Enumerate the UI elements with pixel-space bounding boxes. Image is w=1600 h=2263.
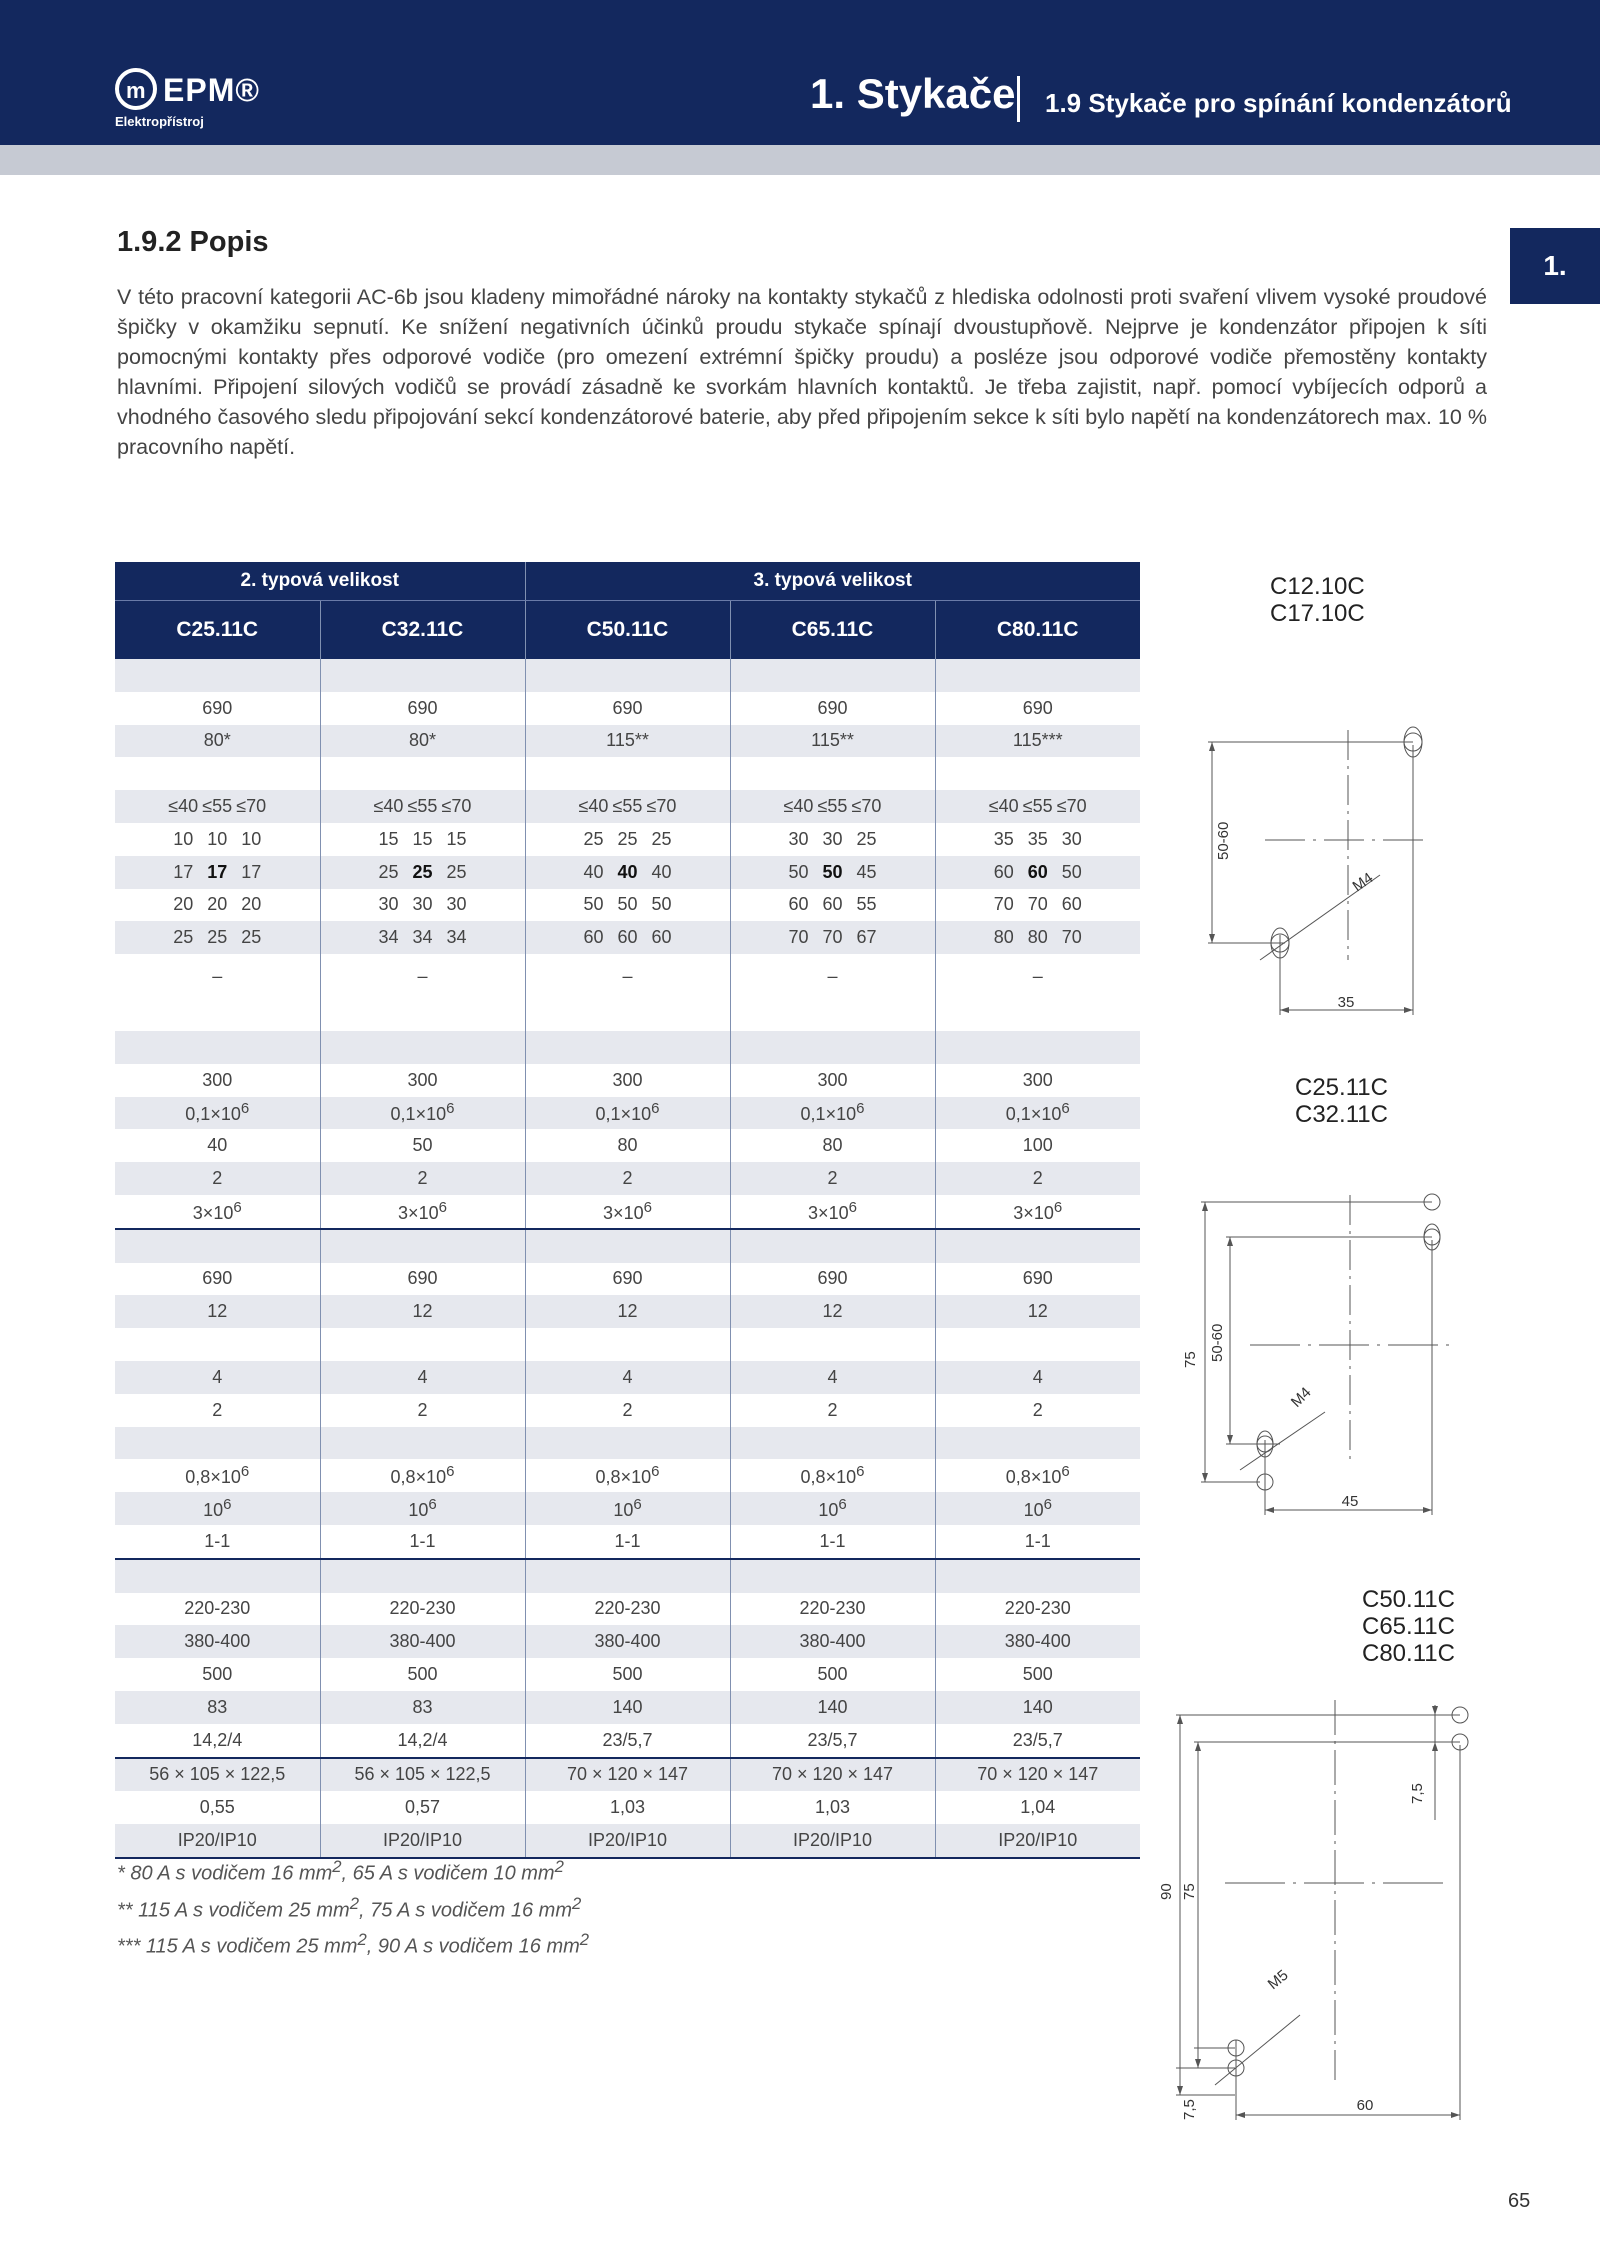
- table-cell: 2: [935, 1162, 1140, 1195]
- table-cell: 300: [320, 1064, 525, 1097]
- table-cell: 12: [935, 1295, 1140, 1328]
- table-cell: 2: [730, 1394, 935, 1427]
- table-cell: 20 20 20: [173, 894, 262, 915]
- table-cell: $0,8\times 10^6$: [525, 1459, 730, 1492]
- svg-text:75: 75: [1182, 1351, 1199, 1368]
- table-cell: 14,2/4: [192, 1729, 243, 1750]
- table-cell: 25 25 25: [320, 856, 525, 889]
- table-cell: 300: [525, 1064, 730, 1097]
- table-cell: 690: [935, 1263, 1140, 1296]
- table-cell: IP20/IP10: [320, 1824, 525, 1858]
- chapter-tab: 1.: [1510, 228, 1600, 304]
- svg-text:M4: M4: [1287, 1384, 1315, 1411]
- table-cell: 690: [320, 1263, 525, 1296]
- table-row: [115, 1097, 1140, 1130]
- table-cell: 14,2/4: [320, 1724, 525, 1758]
- table-cell: $0,8\times 10^6$: [185, 1463, 250, 1488]
- table-cell: –: [320, 954, 525, 998]
- footnote: ** 115 A s vodičem 25 $mm^2$, 75 A s vodičem 16 $mm^2$: [117, 1893, 582, 1922]
- table-cell: 0,57: [320, 1791, 525, 1824]
- table-cell: 23/5,7: [525, 1724, 730, 1758]
- table-cell: 380-400: [525, 1625, 730, 1658]
- table-cell: 25 25 25: [525, 823, 730, 856]
- table-cell: 0,55: [199, 1797, 235, 1818]
- table-cell: 50 50 45: [730, 856, 935, 889]
- table-cell: $0,8\times 10^6$: [730, 1459, 935, 1492]
- table-cell: $0,8\times 10^6$: [935, 1459, 1140, 1492]
- table-cell: 4: [115, 1361, 320, 1394]
- table-cell: 70 × 120 × 147: [730, 1758, 935, 1792]
- logo-subtext: Elektropřístroj: [115, 114, 204, 129]
- table-row: [115, 1195, 1140, 1229]
- table-cell: 1-1: [935, 1525, 1140, 1559]
- table-row: [115, 1064, 1140, 1097]
- table-cell: ≤40 ≤55 ≤70: [730, 790, 935, 823]
- table-cell: 500: [935, 1658, 1140, 1691]
- table-cell: 40 40 40: [525, 856, 730, 889]
- table-cell: $3\times 10^6$: [525, 1195, 730, 1229]
- table-cell: 500: [730, 1658, 935, 1691]
- table-cell: $0,1\times 10^6$: [320, 1097, 525, 1130]
- table-cell: 70 70 67: [730, 921, 935, 954]
- svg-text:45: 45: [1341, 1493, 1359, 1510]
- table-cell: $10^6$: [935, 1492, 1140, 1525]
- table-cell: 80: [730, 1129, 935, 1162]
- table-cell: 690: [730, 1263, 935, 1296]
- table-cell: 690: [525, 1263, 730, 1296]
- spec-table: [115, 562, 1140, 1859]
- table-cell: 1,03: [525, 1791, 730, 1824]
- table-cell: 12: [320, 1295, 525, 1328]
- table-row-temp-header: [115, 790, 1140, 823]
- table-cell: 140: [730, 1691, 935, 1724]
- table-cell: $0,1\times 10^6$: [115, 1097, 320, 1130]
- logo-mark-icon: m: [115, 68, 157, 110]
- table-cell: 80*: [115, 725, 320, 758]
- table-cell: –: [525, 954, 730, 998]
- group-header: 2. typová velikost: [115, 562, 525, 601]
- table-cell: 80*: [320, 725, 525, 758]
- table-cell: 4: [935, 1361, 1140, 1394]
- table-row: [115, 1394, 1140, 1427]
- table-row: [115, 1492, 1140, 1525]
- table-cell: 380-400: [320, 1625, 525, 1658]
- table-cell: $10^6$: [320, 1492, 525, 1525]
- section-paragraph: V této pracovní kategorii AC-6b jsou kladeny mimořádné nároky na kontakty stykačů z hlediska odolnosti proti svaření vlivem vysoké proudové špičky v okamžiku sepnutí. Ke snížení negativních účinků proudu stykače spínají dvoustupňově. Nejprve je kondenzátor připojen k síti pomocnými kontakty přes odporové vodiče (pro omezení extrémní špičky proudu) a posléze jsou odporové vodiče přemostěny kontakty hlavními. Připojení silových vodičů se provádí zásadně ke svorkám hlavních kontaktů. Je třeba zajistit, např. pomocí vybíjecích odporů a vhodného časového sledu připojování sekcí kondenzátorové baterie, aby před připojením sekce k síti bylo napětí na kondenzátorech max. 10 % pracovního napětí.: [117, 285, 1487, 459]
- table-cell: 50 50 50: [525, 889, 730, 922]
- table-cell: 1-1: [204, 1530, 231, 1551]
- table-cell: $3\times 10^6$: [320, 1195, 525, 1229]
- table-row: [115, 1691, 1140, 1724]
- table-cell: ≤40 ≤55 ≤70: [320, 790, 525, 823]
- table-cell: 60 60 55: [730, 889, 935, 922]
- table-cell: $10^6$: [115, 1492, 320, 1525]
- table-cell: 1,03: [730, 1791, 935, 1824]
- table-cell: 70 × 120 × 147: [525, 1758, 730, 1792]
- table-row: [115, 757, 1140, 790]
- table-cell: 12: [730, 1295, 935, 1328]
- mounting-drawing-c50: [1150, 1700, 1490, 2130]
- table-row: [115, 692, 1140, 725]
- table-cell: 4: [525, 1361, 730, 1394]
- table-cell: 60 60 60: [525, 921, 730, 954]
- table-row: [115, 998, 1140, 1031]
- svg-text:M4: M4: [1349, 869, 1377, 896]
- table-cell: –: [935, 954, 1140, 998]
- table-row: [115, 1724, 1140, 1758]
- table-cell: 500: [525, 1658, 730, 1691]
- table-cell: 140: [935, 1691, 1140, 1724]
- table-row: [115, 1525, 1140, 1559]
- table-cell: IP20/IP10: [115, 1824, 320, 1858]
- table-cell: 690: [935, 692, 1140, 725]
- table-cell: 4: [320, 1361, 525, 1394]
- table-cell: 300: [935, 1064, 1140, 1097]
- table-row: [115, 1361, 1140, 1394]
- table-cell: 70 × 120 × 147: [935, 1758, 1140, 1792]
- table-cell: 2: [115, 1162, 320, 1195]
- table-cell: 500: [320, 1658, 525, 1691]
- page-header: [0, 0, 1600, 145]
- table-cell: $0,1\times 10^6$: [525, 1097, 730, 1130]
- table-row: [115, 1229, 1140, 1263]
- table-cell: 12: [115, 1295, 320, 1328]
- table-row: [115, 1263, 1140, 1296]
- table-cell: 23/5,7: [730, 1724, 935, 1758]
- table-group-header: [115, 562, 1140, 601]
- page-number: 65: [1508, 2190, 1531, 2212]
- table-cell: 115**: [525, 725, 730, 758]
- table-row: [115, 725, 1140, 758]
- table-cell: 380-400: [115, 1625, 320, 1658]
- table-cell: ≤40 ≤55 ≤70: [115, 790, 320, 823]
- header-divider: [1017, 76, 1020, 122]
- table-cell: IP20/IP10: [935, 1824, 1140, 1858]
- table-cell: 1,04: [935, 1791, 1140, 1824]
- table-cell: $0,1\times 10^6$: [935, 1097, 1140, 1130]
- table-cell: ≤40 ≤55 ≤70: [935, 790, 1140, 823]
- svg-text:75: 75: [1181, 1883, 1198, 1900]
- table-cell: 83: [320, 1691, 525, 1724]
- table-cell: –: [730, 954, 935, 998]
- table-cell: 80: [525, 1129, 730, 1162]
- table-row: [115, 954, 1140, 998]
- table-cell: $0,8\times 10^6$: [320, 1459, 525, 1492]
- table-cell: 140: [525, 1691, 730, 1724]
- table-cell: 115***: [935, 725, 1140, 758]
- table-cell: $3\times 10^6$: [192, 1198, 242, 1223]
- table-row: [115, 889, 1140, 922]
- chapter-title: 1. Stykače: [810, 70, 1016, 117]
- mounting-drawing-c25: [1180, 1190, 1460, 1520]
- footnotes: [117, 1852, 589, 1962]
- footnote: * 80 A s vodičem 16 $mm^2$, 65 A s vodičem 10 $mm^2$: [117, 1857, 564, 1885]
- chapter-subtitle: 1.9 Stykače pro spínání kondenzátorů: [1045, 88, 1512, 118]
- table-cell: 15 15 15: [320, 823, 525, 856]
- table-cell: 60 60 50: [935, 856, 1140, 889]
- header-strip: [0, 145, 1600, 175]
- table-cell: 220-230: [730, 1593, 935, 1626]
- table-row: [115, 1459, 1140, 1492]
- svg-text:50-60: 50-60: [1215, 821, 1232, 860]
- table-cell: 34 34 34: [320, 921, 525, 954]
- table-cell: 690: [320, 692, 525, 725]
- table-cell: 40: [207, 1135, 228, 1156]
- table-cell: 50: [320, 1129, 525, 1162]
- table-cell: 2: [320, 1162, 525, 1195]
- table-cell: 220-230: [935, 1593, 1140, 1626]
- table-row: [115, 1162, 1140, 1195]
- table-cell: 300: [730, 1064, 935, 1097]
- table-cell: ≤40 ≤55 ≤70: [525, 790, 730, 823]
- table-cell: 2: [525, 1162, 730, 1195]
- svg-text:M5: M5: [1264, 1966, 1292, 1994]
- model-header: C25.11C: [115, 601, 320, 660]
- table-cell: 1-1: [525, 1525, 730, 1559]
- table-cell: 80 80 70: [935, 921, 1140, 954]
- table-cell: 2: [935, 1394, 1140, 1427]
- model-header: C65.11C: [730, 601, 935, 660]
- model-header: C80.11C: [935, 601, 1140, 660]
- table-cell: 300: [202, 1069, 233, 1090]
- table-cell: 1-1: [730, 1525, 935, 1559]
- table-cell: $0,1\times 10^6$: [730, 1097, 935, 1130]
- table-row: [115, 823, 1140, 856]
- table-row: [115, 1427, 1140, 1460]
- table-model-header: [115, 601, 1140, 660]
- group-header: 3. typová velikost: [525, 562, 1140, 601]
- drawing-title: C12.10C C17.10C: [1270, 573, 1365, 627]
- svg-text:60: 60: [1356, 2097, 1374, 2114]
- table-cell: 500: [202, 1664, 233, 1684]
- table-cell: –: [212, 965, 223, 986]
- table-cell: 83: [115, 1691, 320, 1724]
- footnote: *** 115 A s vodičem 25 $mm^2$, 90 A s vodičem 16 $mm^2$: [117, 1930, 590, 1958]
- svg-text:7,5: 7,5: [1409, 1783, 1426, 1804]
- table-cell: 56 × 105 × 122,5: [320, 1758, 525, 1792]
- table-cell: IP20/IP10: [730, 1824, 935, 1858]
- svg-text:50-60: 50-60: [1209, 1323, 1226, 1362]
- table-row: [115, 1658, 1140, 1691]
- table-cell: 690: [730, 692, 935, 725]
- svg-text:90: 90: [1158, 1883, 1175, 1900]
- table-cell: $10^6$: [730, 1492, 935, 1525]
- table-cell: 380-400: [935, 1625, 1140, 1658]
- table-cell: 56 × 105 × 122,5: [115, 1758, 320, 1792]
- table-row: [115, 1559, 1140, 1593]
- table-row: [115, 1625, 1140, 1658]
- table-row: [115, 1791, 1140, 1824]
- table-cell: 220-230: [320, 1593, 525, 1626]
- logo-text: EPM®: [163, 72, 260, 108]
- mounting-drawing-c12: [1200, 715, 1460, 1015]
- drawing-title: C50.11C C65.11C C80.11C: [1362, 1586, 1455, 1667]
- table-row: [115, 1328, 1140, 1361]
- table-cell: 30 30 30: [320, 889, 525, 922]
- table-row: [115, 1295, 1140, 1328]
- table-cell: $3\times 10^6$: [935, 1195, 1140, 1229]
- table-cell: 690: [525, 692, 730, 725]
- table-row: [115, 1031, 1140, 1064]
- section-title: 1.9.2 Popis: [117, 226, 269, 258]
- model-header: C32.11C: [320, 601, 525, 660]
- table-cell: 12: [525, 1295, 730, 1328]
- model-header: C50.11C: [525, 601, 730, 660]
- svg-text:7,5: 7,5: [1181, 2099, 1198, 2120]
- table-cell: 220-230: [184, 1598, 251, 1619]
- table-cell: 30 30 25: [730, 823, 935, 856]
- table-cell: 690: [202, 1268, 233, 1289]
- table-cell: 2: [525, 1394, 730, 1427]
- table-cell: 2: [320, 1394, 525, 1427]
- table-row: [115, 1758, 1140, 1792]
- table-cell: $10^6$: [525, 1492, 730, 1525]
- svg-text:35: 35: [1337, 994, 1355, 1011]
- table-cell: 380-400: [730, 1625, 935, 1658]
- table-cell: 10 10 10: [173, 828, 262, 849]
- table-cell: IP20/IP10: [525, 1824, 730, 1858]
- table-cell: 115**: [730, 725, 935, 758]
- table-cell: 35 35 30: [935, 823, 1140, 856]
- table-cell: 70 70 60: [935, 889, 1140, 922]
- table-cell: 2: [212, 1399, 223, 1420]
- table-cell: 1-1: [320, 1525, 525, 1559]
- table-cell: 690: [202, 697, 233, 718]
- table-cell: $3\times 10^6$: [730, 1195, 935, 1229]
- table-row: [115, 1593, 1140, 1626]
- table-cell: 220-230: [525, 1593, 730, 1626]
- table-cell: 4: [730, 1361, 935, 1394]
- drawing-title: C25.11C C32.11C: [1295, 1074, 1388, 1128]
- table-row: [115, 921, 1140, 954]
- table-cell: 23/5,7: [935, 1724, 1140, 1758]
- table-row: [115, 1129, 1140, 1162]
- table-row: [115, 659, 1140, 692]
- table-cell: 100: [935, 1129, 1140, 1162]
- table-cell: 25 25 25: [115, 921, 320, 954]
- table-row: [115, 856, 1140, 889]
- table-cell: 17 17 17: [115, 856, 320, 889]
- table-cell: 2: [730, 1162, 935, 1195]
